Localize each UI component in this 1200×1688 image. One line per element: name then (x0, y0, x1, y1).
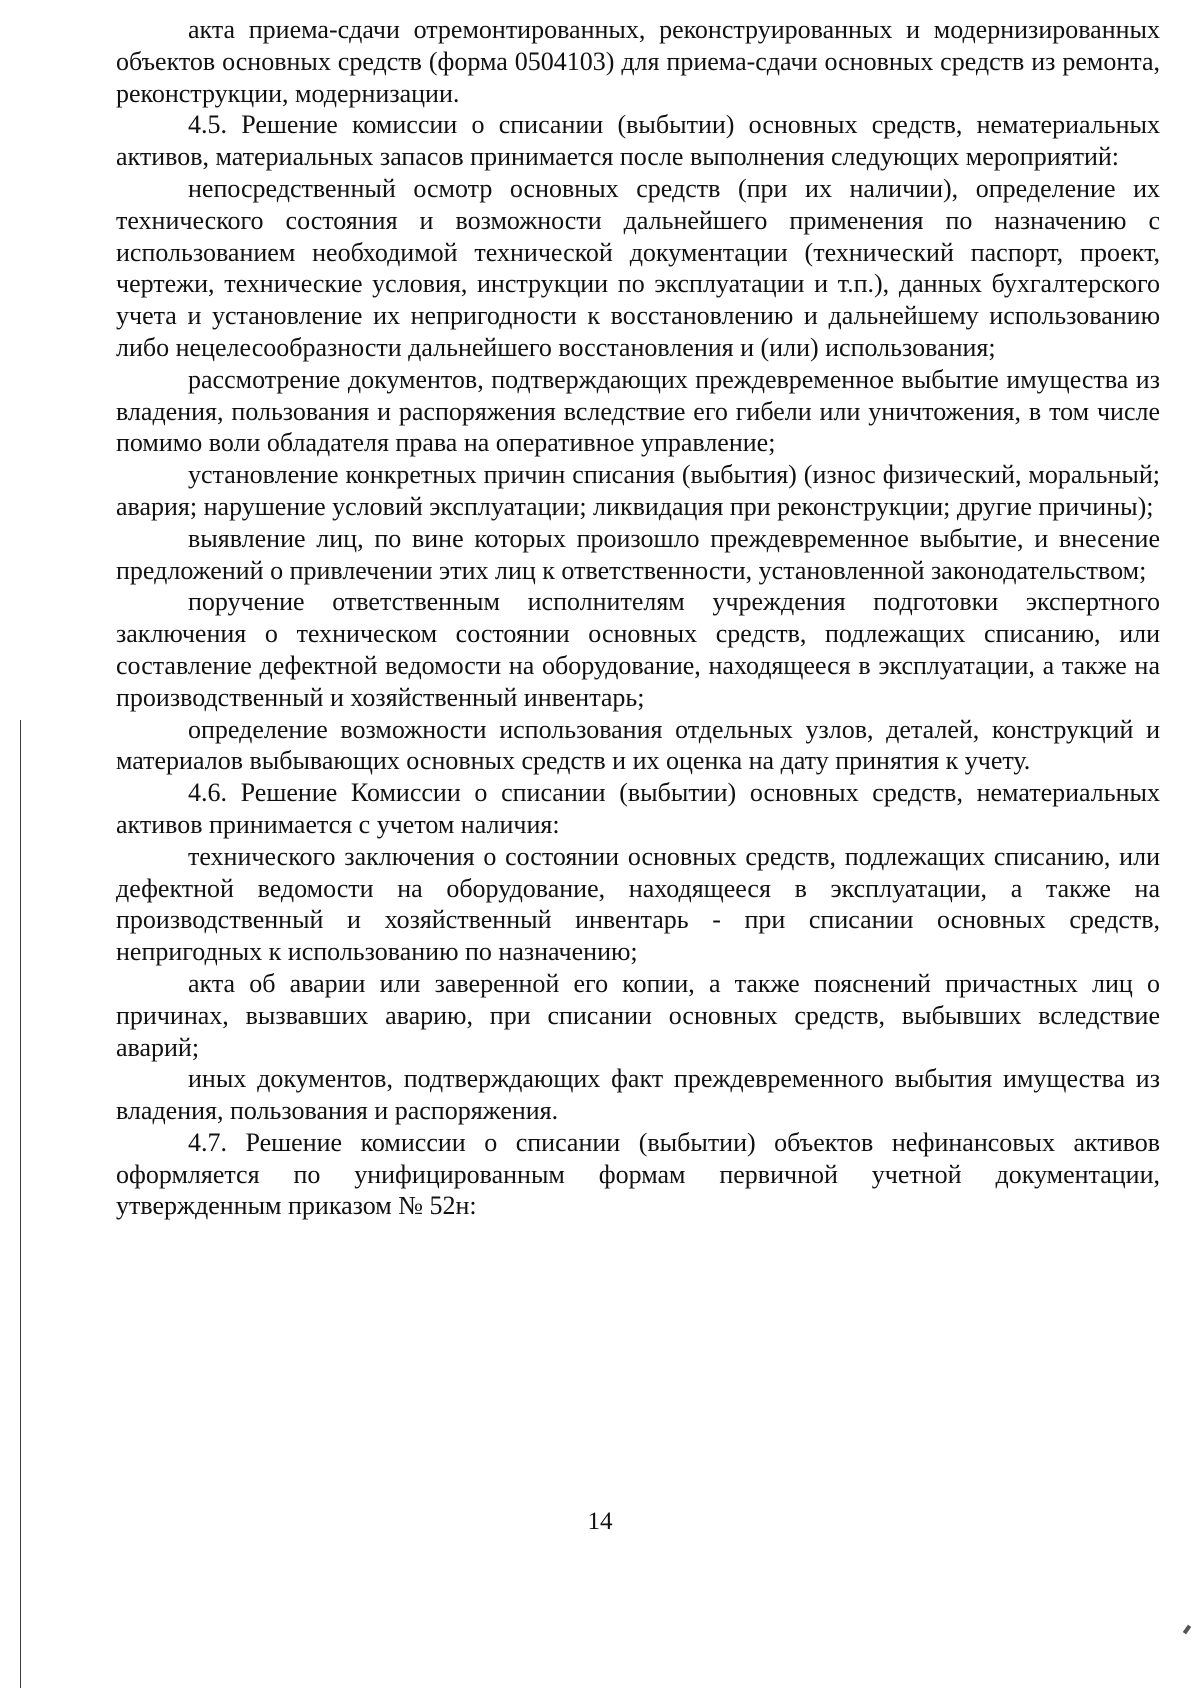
page-number: 14 (587, 1508, 613, 1535)
paragraph-technical-conclusion: технического заключения о состоянии основных средств, подлежащих списанию, или дефектной ведомости на оборудование, находящееся в эксплуатации, а также на производственный и хозяйственный инвентарь - при списании основных средств, непригодных к использованию по назначению; (116, 841, 1160, 967)
paragraph-section-4-7: 4.7. Решение комиссии о списании (выбытии) объектов нефинансовых активов оформляется по унифицированным формам первичной учетной документации, утвержденным приказом № 52н: (116, 1127, 1160, 1221)
scan-speck (1183, 1625, 1191, 1635)
paragraph-establish-reasons: установление конкретных причин списания (выбытия) (износ физический, моральный; авария; нарушение условий эксплуатации; ликвидация при реконструкции; другие причины); (116, 460, 1160, 521)
paragraph-review-documents: рассмотрение документов, подтверждающих преждевременное выбытие имущества из владения, пользования и распоряжения вследствие его гибели или уничтожения, в том числе помимо воли обладателя права на оперативное управление; (116, 364, 1160, 458)
paragraph-expert-conclusion: поручение ответственным исполнителям учреждения подготовки экспертного заключения о техническом состоянии основных средств, подлежащих списанию, или составление дефектной ведомости на оборудование, находящееся в эксплуатации, а также на производственный и хозяйственный инвентарь; (116, 587, 1160, 712)
document-body (116, 14, 1160, 1222)
paragraph-identify-persons: выявление лиц, по вине которых произошло преждевременное выбытие, и внесение предложений о привлечении этих лиц к ответственности, установленной законодательством; (116, 523, 1160, 585)
paragraph-accident-act: акта об аварии или заверенной его копии, а также пояснений причастных лиц о причинах, вызвавших аварию, при списании основных средств, выбывших вследствие аварий; (116, 968, 1160, 1062)
paragraph-determine-possibility: определение возможности использования отдельных узлов, деталей, конструкций и материалов выбывающих основных средств и их оценка на дату принятия к учету. (116, 714, 1160, 776)
paragraph-section-4-6: 4.6. Решение Комиссии о списании (выбытии) основных средств, нематериальных активов принимается с учетом наличия: (116, 778, 1160, 839)
paragraph-act-of-acceptance: акта приема-сдачи отремонтированных, реконструированных и модернизированных объектов основных средств (форма 0504103) для приема-сдачи основных средств из ремонта, реконструкции, модернизации. (116, 15, 1160, 108)
scan-margin-line (20, 720, 21, 1688)
paragraph-other-documents: иных документов, подтверждающих факт преждевременного выбытия имущества из владения, пользования и распоряжения. (116, 1064, 1160, 1126)
paragraph-direct-inspection: непосредственный осмотр основных средств (при их наличии), определение их технического состояния и возможности дальнейшего применения по назначению с использованием необходимой технической документации (технический паспорт, проект, чертежи, технические условия, инструкции по эксплуатации и т.п.), данных бухгалтерского учета и установление их непригодности к восстановлению и дальнейшему использованию либо нецелесообразности дальнейшего восстановления и (или) использования; (116, 173, 1160, 362)
paragraph-section-4-5: 4.5. Решение комиссии о списании (выбытии) основных средств, нематериальных активов, материальных запасов принимается после выполнения следующих мероприятий: (116, 110, 1160, 172)
